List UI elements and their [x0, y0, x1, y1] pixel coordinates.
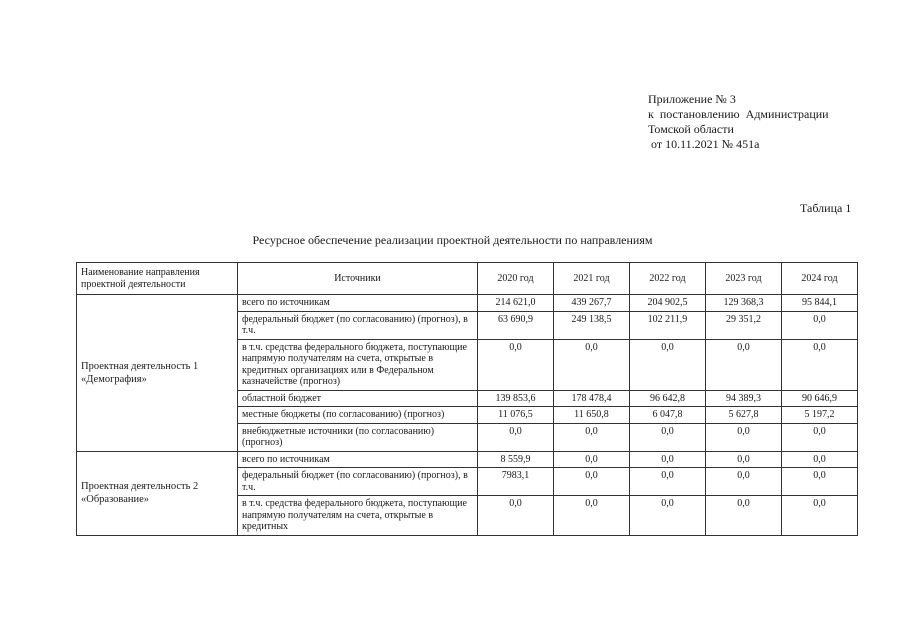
value-cell: 0,0: [478, 423, 554, 451]
value-cell: 204 902,5: [630, 295, 706, 312]
table-number: Таблица 1: [800, 201, 852, 215]
value-cell: 102 211,9: [630, 311, 706, 339]
value-cell: 0,0: [706, 468, 782, 496]
header-year: 2021 год: [554, 263, 630, 295]
value-cell: 0,0: [782, 451, 858, 468]
resource-table: [76, 262, 858, 536]
source-cell: всего по источникам: [238, 451, 478, 468]
value-cell: 0,0: [478, 339, 554, 390]
value-cell: 7983,1: [478, 468, 554, 496]
value-cell: 0,0: [630, 451, 706, 468]
value-cell: 0,0: [706, 423, 782, 451]
appendix-block: [648, 92, 829, 152]
value-cell: 11 076,5: [478, 407, 554, 424]
value-cell: 0,0: [782, 496, 858, 536]
page-bottom-margin: [0, 584, 905, 640]
value-cell: 0,0: [630, 423, 706, 451]
value-cell: 0,0: [782, 468, 858, 496]
value-cell: 0,0: [554, 423, 630, 451]
appendix-line: к постановлению Администрации: [648, 107, 829, 121]
value-cell: 0,0: [478, 496, 554, 536]
value-cell: 63 690,9: [478, 311, 554, 339]
appendix-line: от 10.11.2021 № 451а: [648, 137, 760, 151]
value-cell: 439 267,7: [554, 295, 630, 312]
value-cell: 29 351,2: [706, 311, 782, 339]
value-cell: 214 621,0: [478, 295, 554, 312]
source-cell: областной бюджет: [238, 390, 478, 407]
value-cell: 0,0: [706, 496, 782, 536]
value-cell: 0,0: [706, 339, 782, 390]
value-cell: 0,0: [554, 496, 630, 536]
value-cell: 0,0: [630, 339, 706, 390]
value-cell: 0,0: [706, 451, 782, 468]
header-year: 2023 год: [706, 263, 782, 295]
value-cell: 0,0: [630, 496, 706, 536]
appendix-line: Томской области: [648, 122, 734, 136]
appendix-line: Приложение № 3: [648, 92, 736, 106]
table-row: [77, 451, 858, 468]
value-cell: 0,0: [630, 468, 706, 496]
value-cell: 96 642,8: [630, 390, 706, 407]
value-cell: 0,0: [782, 311, 858, 339]
direction-name: Проектная деятельность 1 «Демография»: [77, 295, 238, 452]
source-cell: местные бюджеты (по согласованию) (прогноз): [238, 407, 478, 424]
direction-name: Проектная деятельность 2 «Образование»: [77, 451, 238, 535]
value-cell: 0,0: [554, 451, 630, 468]
value-cell: 249 138,5: [554, 311, 630, 339]
value-cell: 5 627,8: [706, 407, 782, 424]
value-cell: 5 197,2: [782, 407, 858, 424]
value-cell: 90 646,9: [782, 390, 858, 407]
value-cell: 178 478,4: [554, 390, 630, 407]
header-direction: Наименование направления проектной деятельности: [77, 263, 238, 295]
table-body: [77, 295, 858, 536]
value-cell: 8 559,9: [478, 451, 554, 468]
source-cell: в т.ч. средства федерального бюджета, поступающие напрямую получателям на счета, открытые в кредитных организациях или в Федеральном казначействе (прогноз): [238, 339, 478, 390]
value-cell: 0,0: [554, 468, 630, 496]
header-year: 2020 год: [478, 263, 554, 295]
source-cell: в т.ч. средства федерального бюджета, поступающие напрямую получателям на счета, открытые в кредитных: [238, 496, 478, 536]
value-cell: 0,0: [782, 423, 858, 451]
value-cell: 129 368,3: [706, 295, 782, 312]
value-cell: 139 853,6: [478, 390, 554, 407]
header-sources: Источники: [238, 263, 478, 295]
table-header-row: [77, 263, 858, 295]
value-cell: 6 047,8: [630, 407, 706, 424]
value-cell: 11 650,8: [554, 407, 630, 424]
source-cell: внебюджетные источники (по согласованию) (прогноз): [238, 423, 478, 451]
table-row: [77, 295, 858, 312]
header-year: 2024 год: [782, 263, 858, 295]
value-cell: 94 389,3: [706, 390, 782, 407]
source-cell: федеральный бюджет (по согласованию) (прогноз), в т.ч.: [238, 311, 478, 339]
header-year: 2022 год: [630, 263, 706, 295]
document-title: Ресурсное обеспечение реализации проектной деятельности по направлениям: [252, 233, 653, 247]
value-cell: 95 844,1: [782, 295, 858, 312]
value-cell: 0,0: [554, 339, 630, 390]
value-cell: 0,0: [782, 339, 858, 390]
source-cell: всего по источникам: [238, 295, 478, 312]
source-cell: федеральный бюджет (по согласованию) (прогноз), в т.ч.: [238, 468, 478, 496]
